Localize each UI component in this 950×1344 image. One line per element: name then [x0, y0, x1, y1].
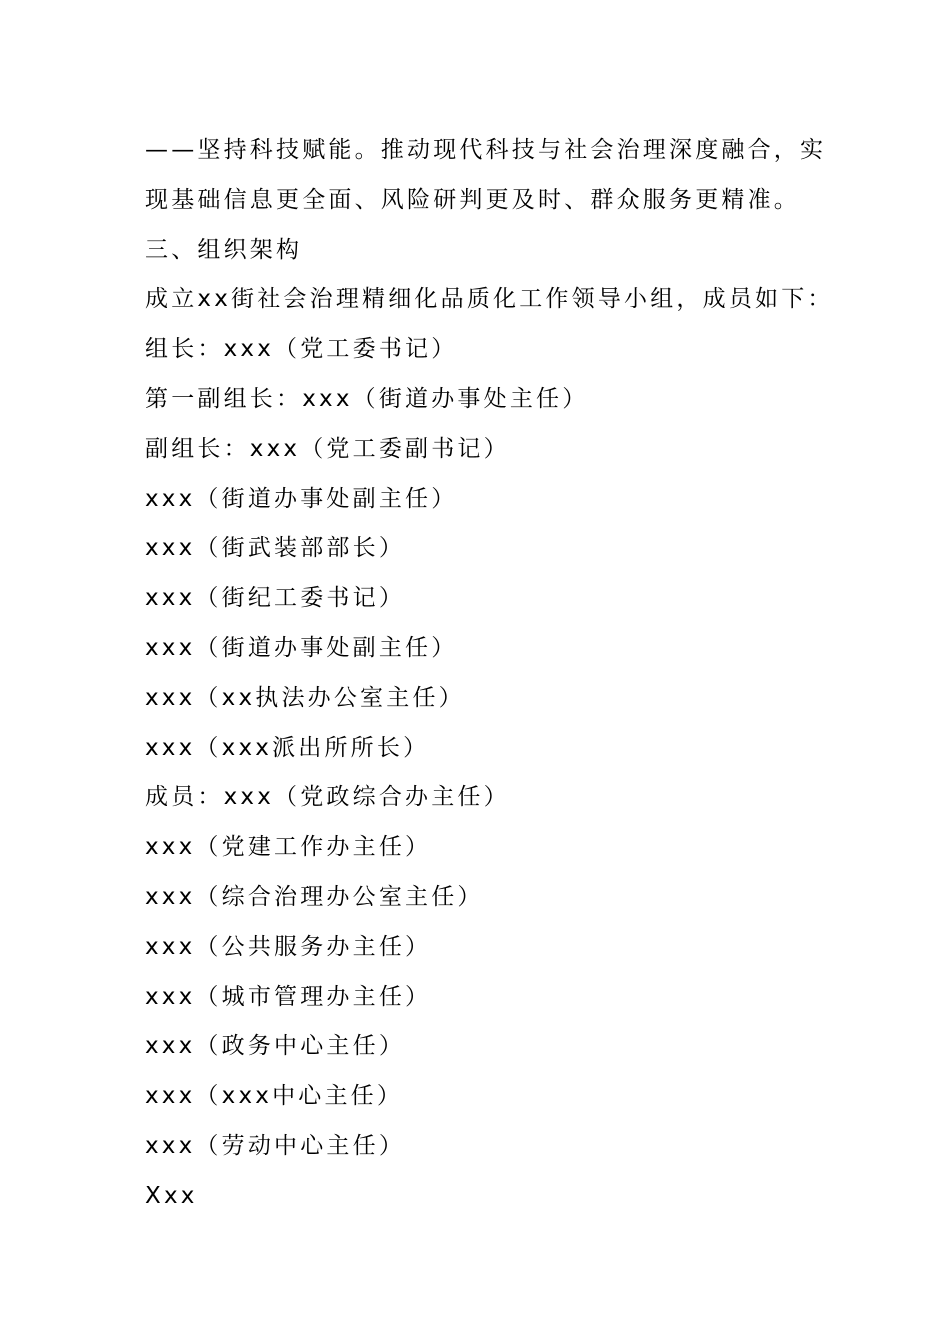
member-line: xxx（城市管理办主任） — [145, 983, 432, 1010]
member-line: 成员：xxx（党政综合办主任） — [145, 784, 510, 811]
member-line: xxx（xx执法办公室主任） — [145, 684, 465, 711]
member-line: xxx（公共服务办主任） — [145, 933, 432, 960]
member-line: xxx（街武装部部长） — [145, 535, 406, 562]
member-line: xxx（综合治理办公室主任） — [145, 883, 484, 910]
section-heading: 三、组织架构 — [145, 236, 303, 263]
paragraph-line: ——坚持科技赋能。推动现代科技与社会治理深度融合，实 — [145, 137, 827, 163]
member-line: xxx（xxx中心主任） — [145, 1083, 404, 1110]
member-line: xxx（党建工作办主任） — [145, 834, 432, 861]
member-line: xxx（街道办事处副主任） — [145, 485, 458, 512]
member-line: 副组长：xxx（党工委副书记） — [145, 435, 510, 462]
member-line: xxx（劳动中心主任） — [145, 1132, 406, 1159]
member-line: 第一副组长：xxx（街道办事处主任） — [145, 385, 589, 412]
member-line: xxx（街纪工委书记） — [145, 585, 406, 612]
member-line: Xxx — [145, 1182, 198, 1209]
member-line: xxx（街道办事处副主任） — [145, 634, 458, 661]
member-line: xxx（政务中心主任） — [145, 1033, 406, 1060]
intro-line: 成立xx街社会治理精细化品质化工作领导小组，成员如下： — [145, 286, 834, 313]
paragraph-line: 现基础信息更全面、风险研判更及时、群众服务更精准。 — [145, 186, 800, 213]
member-line: 组长：xxx（党工委书记） — [145, 336, 458, 363]
document-body — [145, 126, 834, 1222]
member-line: xxx（xxx派出所所长） — [145, 734, 430, 761]
